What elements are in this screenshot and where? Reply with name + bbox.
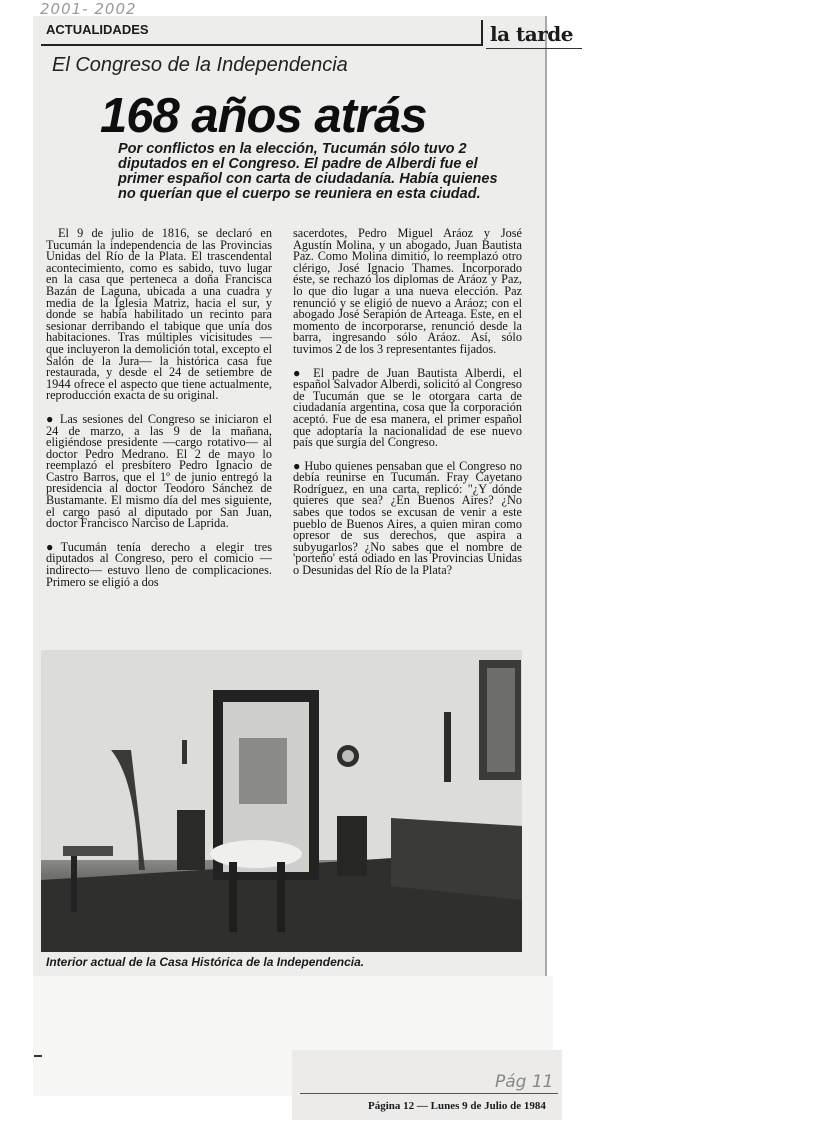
- photo-caption: Interior actual de la Casa Histórica de la Independencia.: [46, 955, 365, 969]
- paragraph: sacerdotes, Pedro Miguel Aráoz y José Agustín Molina, y un abogado, Juan Bautista Paz. Como Molina dimitió, lo reemplazó otro clérigo, José Ignacio Thames. Incorporado éste, se rechazó los diplomas de Aráoz y Paz, lo que dio lugar a una nueva elección. Paz renunció y se eligió de nuevo a Aráoz; con el abogado José Serapión de Arteaga. Este, en el momento de incorporarse, renunció desde la barra, ingresando sólo Aráoz. Así, sólo tuvimos 2 de los 3 representantes fijados.: [293, 226, 522, 356]
- table-top: [210, 840, 302, 868]
- newspaper-masthead: la tarde: [490, 22, 573, 46]
- article-column-1: [46, 228, 272, 600]
- photo-illustration: [41, 650, 522, 952]
- paragraph: ●Tucumán tenía derecho a elegir tres diputados al Congreso, pero el comicio —indirecto— estuvo lleno de complicaciones. Primero se eligió a dos: [46, 539, 272, 589]
- article-deck: Por conflictos en la elección, Tucumán sólo tuvo 2 diputados en el Congreso. El padre de Alberdi fue el primer español con carta de ciudadanía. Había quienes no querían que el cuerpo se reuniera en esta ciudad.: [118, 141, 498, 202]
- chair: [177, 810, 205, 870]
- desk: [391, 818, 522, 900]
- page-folio: Página 12 — Lunes 9 de Julio de 1984: [368, 1100, 546, 1112]
- chair: [337, 816, 367, 876]
- article-headline: 168 años atrás: [100, 89, 427, 143]
- article-column-2: [293, 228, 522, 589]
- handwritten-page-note: Pág 11: [495, 1072, 554, 1092]
- folio-rule: [300, 1093, 558, 1094]
- article-kicker: El Congreso de la Independencia: [52, 54, 348, 76]
- handwritten-year: 2001- 2002: [40, 0, 137, 18]
- paragraph: ● Las sesiones del Congreso se iniciaron el 24 de marzo, a las 9 de la mañana, eligiéndose presidente —cargo rotativo— al doctor Pedro Medrano. El 2 de mayo lo reemplazó el presbítero Pedro Ignacio de Castro Barros, que el 1º de junio entregó la presidencia al doctor Teodoro Sánchez de Bustamante. El mismo día del mes siguiente, el cargo pasó al diputado por San Juan, doctor Francisco Narciso de Laprida.: [46, 411, 272, 531]
- paragraph: El 9 de julio de 1816, se declaró en Tucumán la independencia de las Provincias Unidas del Río de la Plata. El trascendental acontecimiento, como es sabido, tuvo lugar en la casa que perteneca a doña Francisca Bazán de Laguna, ubicada a una cuadra y media de la Iglesia Matriz, hacia el sur, y donde se había habilitado un recinto para sesionar derribando el tabique que unía dos habitaciones. Tras múltiples vicisitudes —que incluyeron la demolición total, excepto el Salón de la Jura— la histórica casa fue restaurada, y desde el 24 de setiembre de 1944 ofrece el aspecto que tiene actualmente, reproducción exacta de su original.: [46, 226, 272, 403]
- edge-mark: [34, 1055, 42, 1057]
- paragraph: ● Hubo quienes pensaban que el Congreso no debía reunirse en Tucumán. Fray Cayetano Rodríguez, en una carta, replicó: "¿Y dónde quieres que sea? ¿En Buenos Aires? ¿No sabes que todos se excusan de venir a este pueblo de Buenos Aires, a quien miran como opresor de sus derechos, que aspira a subyugarlos? ¿No sabes que el nombre de 'porteño' está odiado en las Provincias Unidas o Desunidas del Río de la Plata?: [293, 458, 522, 578]
- interior-photo: [41, 650, 522, 952]
- paragraph: ● El padre de Juan Bautista Alberdi, el español Salvador Alberdi, solicitó al Congreso de Tucumán que se le otorgara carta de ciudadanía argentina, cosa que la corporación aceptó. Fue de esa manera, el primer español que adoptaría la nacionalidad de ese nuevo país que surgía del Congreso.: [293, 365, 522, 450]
- masthead-rule: [486, 48, 582, 49]
- section-label: ACTUALIDADES: [46, 22, 149, 37]
